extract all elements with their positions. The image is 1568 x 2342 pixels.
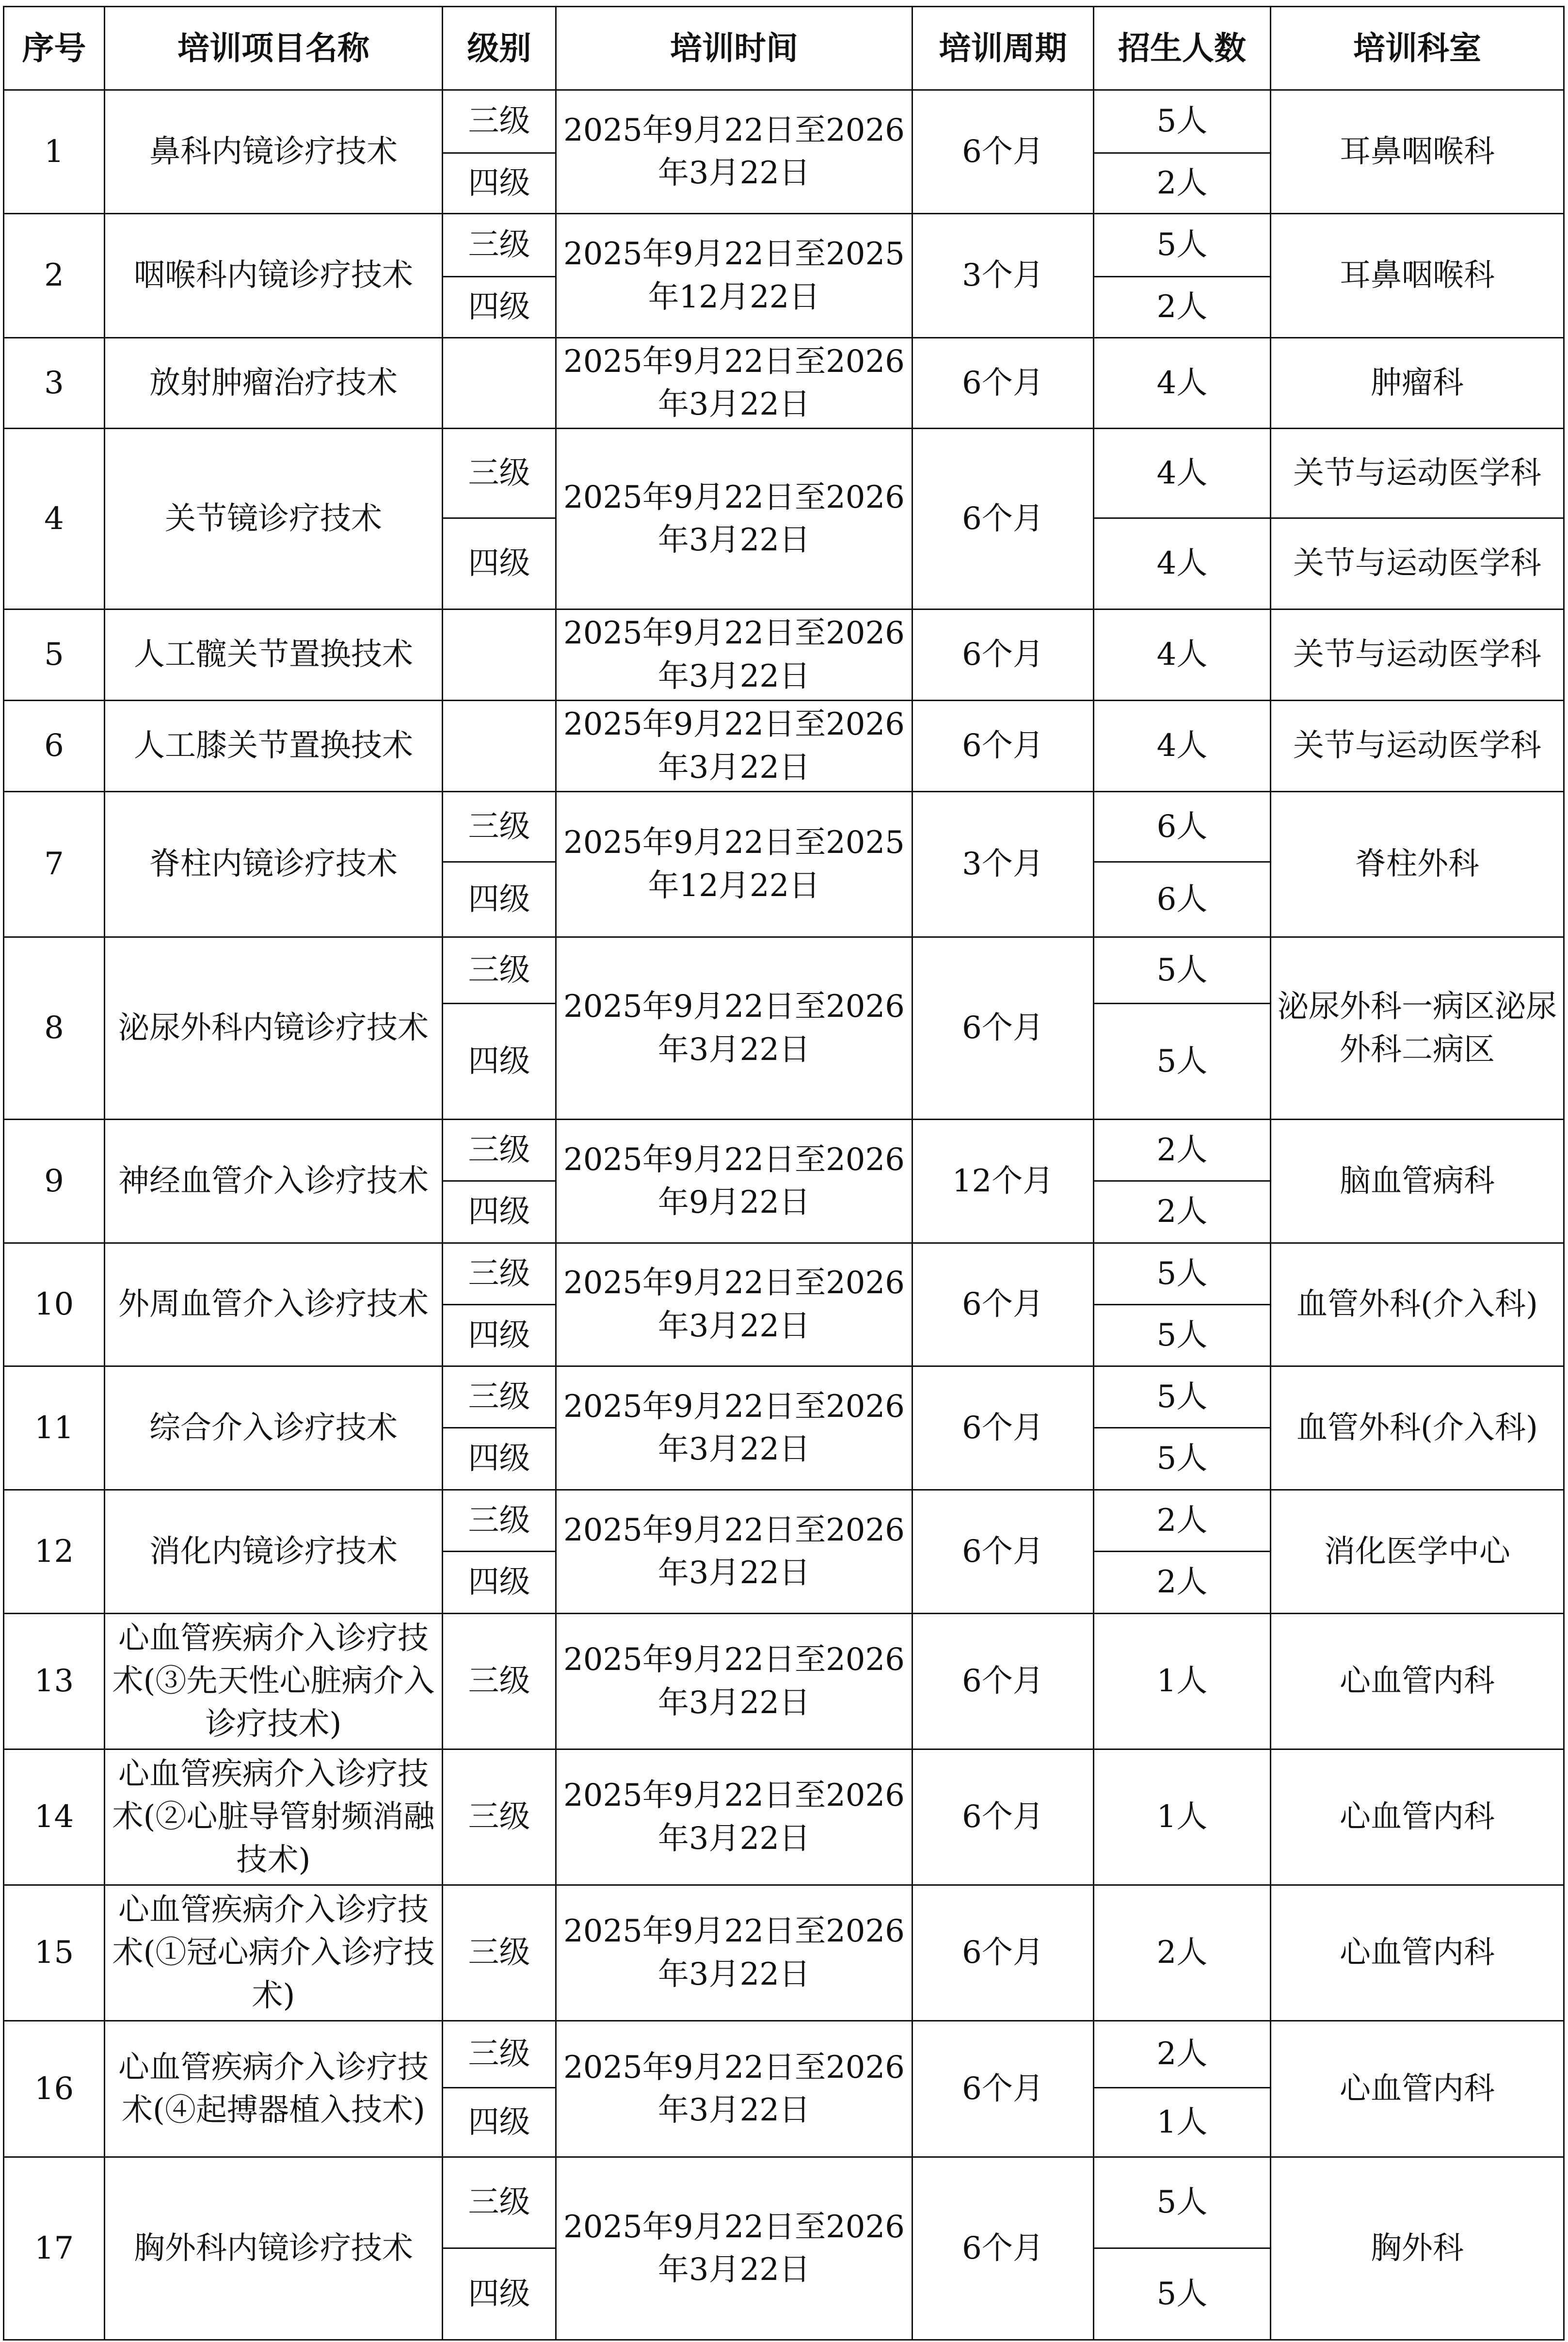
table-row — [4, 2157, 1564, 2248]
training-period: 6个月 — [912, 2157, 1094, 2340]
quota-cell: 5人 — [1094, 214, 1271, 277]
table-row — [4, 937, 1564, 1004]
department-cell: 关节与运动医学科 — [1271, 701, 1564, 792]
training-period: 6个月 — [912, 1614, 1094, 1749]
project-name: 心血管疾病介入诊疗技术(③先天性心脏病介入诊疗技术) — [105, 1614, 443, 1749]
project-name: 胸外科内镜诊疗技术 — [105, 2157, 443, 2340]
department-cell: 耳鼻咽喉科 — [1271, 214, 1564, 338]
quota-cell: 5人 — [1094, 1428, 1271, 1490]
header-no: 序号 — [4, 7, 105, 90]
header-level: 级别 — [443, 7, 556, 90]
project-name: 消化内镜诊疗技术 — [105, 1490, 443, 1614]
row-number: 13 — [4, 1614, 105, 1749]
project-name: 泌尿外科内镜诊疗技术 — [105, 937, 443, 1120]
row-number: 5 — [4, 610, 105, 701]
department-cell: 关节与运动医学科 — [1271, 518, 1564, 610]
row-number: 12 — [4, 1490, 105, 1614]
training-period: 6个月 — [912, 937, 1094, 1120]
department-cell: 消化医学中心 — [1271, 1490, 1564, 1614]
row-number: 17 — [4, 2157, 105, 2340]
level-cell: 四级 — [443, 153, 556, 214]
department-cell: 心血管内科 — [1271, 1749, 1564, 1885]
project-name: 关节镜诊疗技术 — [105, 429, 443, 610]
quota-cell: 6人 — [1094, 862, 1271, 937]
level-cell: 三级 — [443, 937, 556, 1004]
table-row — [4, 338, 1564, 429]
training-time: 2025年9月22日至2026年3月22日 — [556, 1490, 912, 1614]
quota-cell: 1人 — [1094, 1749, 1271, 1885]
level-cell: 三级 — [443, 1366, 556, 1428]
department-cell: 心血管内科 — [1271, 2021, 1564, 2157]
level-cell: 四级 — [443, 1552, 556, 1614]
row-number: 15 — [4, 1885, 105, 2021]
table-row — [4, 792, 1564, 862]
header-period: 培训周期 — [912, 7, 1094, 90]
quota-cell: 2人 — [1094, 2021, 1271, 2088]
department-cell: 泌尿外科一病区泌尿外科二病区 — [1271, 937, 1564, 1120]
training-time: 2025年9月22日至2026年3月22日 — [556, 1243, 912, 1366]
level-cell: 三级 — [443, 1490, 556, 1552]
level-cell: 三级 — [443, 429, 556, 518]
level-cell: 三级 — [443, 214, 556, 277]
training-period: 6个月 — [912, 1243, 1094, 1366]
training-time: 2025年9月22日至2026年3月22日 — [556, 338, 912, 429]
training-time: 2025年9月22日至2026年3月22日 — [556, 937, 912, 1120]
department-cell: 耳鼻咽喉科 — [1271, 90, 1564, 214]
row-number: 9 — [4, 1120, 105, 1243]
quota-cell: 5人 — [1094, 90, 1271, 153]
row-number: 2 — [4, 214, 105, 338]
header-row — [4, 7, 1564, 90]
quota-cell: 2人 — [1094, 277, 1271, 338]
project-name: 心血管疾病介入诊疗技术(②心脏导管射频消融技术) — [105, 1749, 443, 1885]
level-cell: 三级 — [443, 792, 556, 862]
project-name: 人工髋关节置换技术 — [105, 610, 443, 701]
quota-cell: 2人 — [1094, 1490, 1271, 1552]
row-number: 8 — [4, 937, 105, 1120]
training-time: 2025年9月22日至2026年3月22日 — [556, 2021, 912, 2157]
training-table — [3, 6, 1565, 2341]
training-period: 6个月 — [912, 701, 1094, 792]
quota-cell: 4人 — [1094, 429, 1271, 518]
project-name: 神经血管介入诊疗技术 — [105, 1120, 443, 1243]
quota-cell: 4人 — [1094, 701, 1271, 792]
table-row — [4, 2021, 1564, 2088]
level-cell: 三级 — [443, 1243, 556, 1305]
level-cell: 三级 — [443, 1614, 556, 1749]
level-cell — [443, 701, 556, 792]
department-cell: 关节与运动医学科 — [1271, 429, 1564, 518]
level-cell: 三级 — [443, 1885, 556, 2021]
quota-cell: 4人 — [1094, 610, 1271, 701]
quota-cell: 5人 — [1094, 1366, 1271, 1428]
quota-cell: 2人 — [1094, 1885, 1271, 2021]
level-cell: 三级 — [443, 90, 556, 153]
row-number: 4 — [4, 429, 105, 610]
training-time: 2025年9月22日至2026年3月22日 — [556, 1885, 912, 2021]
quota-cell: 5人 — [1094, 2248, 1271, 2340]
project-name: 心血管疾病介入诊疗技术(④起搏器植入技术) — [105, 2021, 443, 2157]
table-row — [4, 1749, 1564, 1885]
department-cell: 肿瘤科 — [1271, 338, 1564, 429]
level-cell: 四级 — [443, 518, 556, 610]
training-period: 6个月 — [912, 1366, 1094, 1490]
training-period: 6个月 — [912, 1885, 1094, 2021]
level-cell: 四级 — [443, 277, 556, 338]
table-row — [4, 1885, 1564, 2021]
table-row — [4, 1614, 1564, 1749]
department-cell: 脑血管病科 — [1271, 1120, 1564, 1243]
department-cell: 胸外科 — [1271, 2157, 1564, 2340]
row-number: 14 — [4, 1749, 105, 1885]
level-cell: 四级 — [443, 1305, 556, 1366]
row-number: 6 — [4, 701, 105, 792]
row-number: 7 — [4, 792, 105, 937]
quota-cell: 5人 — [1094, 937, 1271, 1004]
department-cell: 血管外科(介入科) — [1271, 1243, 1564, 1366]
training-period: 3个月 — [912, 214, 1094, 338]
row-number: 11 — [4, 1366, 105, 1490]
row-number: 16 — [4, 2021, 105, 2157]
training-time: 2025年9月22日至2026年3月22日 — [556, 701, 912, 792]
training-time: 2025年9月22日至2026年3月22日 — [556, 429, 912, 610]
level-cell: 四级 — [443, 1428, 556, 1490]
department-cell: 血管外科(介入科) — [1271, 1366, 1564, 1490]
training-time: 2025年9月22日至2025年12月22日 — [556, 214, 912, 338]
header-time: 培训时间 — [556, 7, 912, 90]
level-cell: 四级 — [443, 1181, 556, 1243]
level-cell: 四级 — [443, 2248, 556, 2340]
table-row — [4, 701, 1564, 792]
quota-cell: 2人 — [1094, 1181, 1271, 1243]
quota-cell: 6人 — [1094, 792, 1271, 862]
table-body — [4, 90, 1564, 2340]
training-period: 6个月 — [912, 1490, 1094, 1614]
quota-cell: 2人 — [1094, 1120, 1271, 1181]
department-cell: 心血管内科 — [1271, 1614, 1564, 1749]
table-row — [4, 1120, 1564, 1181]
project-name: 人工膝关节置换技术 — [105, 701, 443, 792]
quota-cell: 5人 — [1094, 2157, 1271, 2248]
level-cell: 四级 — [443, 2088, 556, 2157]
training-time: 2025年9月22日至2026年3月22日 — [556, 90, 912, 214]
header-name: 培训项目名称 — [105, 7, 443, 90]
header-quota: 招生人数 — [1094, 7, 1271, 90]
row-number: 10 — [4, 1243, 105, 1366]
header-dept: 培训科室 — [1271, 7, 1564, 90]
training-period: 6个月 — [912, 90, 1094, 214]
project-name: 心血管疾病介入诊疗技术(①冠心病介入诊疗技术) — [105, 1885, 443, 2021]
level-cell: 三级 — [443, 2021, 556, 2088]
training-time: 2025年9月22日至2026年3月22日 — [556, 1614, 912, 1749]
quota-cell: 1人 — [1094, 2088, 1271, 2157]
training-period: 3个月 — [912, 792, 1094, 937]
table-row — [4, 429, 1564, 518]
training-period: 6个月 — [912, 610, 1094, 701]
training-period: 6个月 — [912, 429, 1094, 610]
training-period: 12个月 — [912, 1120, 1094, 1243]
project-name: 外周血管介入诊疗技术 — [105, 1243, 443, 1366]
row-number: 1 — [4, 90, 105, 214]
project-name: 鼻科内镜诊疗技术 — [105, 90, 443, 214]
training-time: 2025年9月22日至2025年12月22日 — [556, 792, 912, 937]
department-cell: 关节与运动医学科 — [1271, 610, 1564, 701]
training-time: 2025年9月22日至2026年3月22日 — [556, 1366, 912, 1490]
department-cell: 心血管内科 — [1271, 1885, 1564, 2021]
level-cell: 三级 — [443, 1120, 556, 1181]
row-number: 3 — [4, 338, 105, 429]
department-cell: 脊柱外科 — [1271, 792, 1564, 937]
table-row — [4, 214, 1564, 277]
project-name: 咽喉科内镜诊疗技术 — [105, 214, 443, 338]
training-time: 2025年9月22日至2026年3月22日 — [556, 1749, 912, 1885]
table-row — [4, 610, 1564, 701]
table-row — [4, 1490, 1564, 1552]
quota-cell: 2人 — [1094, 153, 1271, 214]
project-name: 脊柱内镜诊疗技术 — [105, 792, 443, 937]
level-cell — [443, 338, 556, 429]
quota-cell: 5人 — [1094, 1004, 1271, 1120]
project-name: 放射肿瘤治疗技术 — [105, 338, 443, 429]
quota-cell: 5人 — [1094, 1243, 1271, 1305]
level-cell: 四级 — [443, 862, 556, 937]
quota-cell: 2人 — [1094, 1552, 1271, 1614]
training-time: 2025年9月22日至2026年3月22日 — [556, 610, 912, 701]
quota-cell: 4人 — [1094, 338, 1271, 429]
table-row — [4, 1366, 1564, 1428]
project-name: 综合介入诊疗技术 — [105, 1366, 443, 1490]
level-cell: 三级 — [443, 1749, 556, 1885]
quota-cell: 4人 — [1094, 518, 1271, 610]
training-time: 2025年9月22日至2026年9月22日 — [556, 1120, 912, 1243]
table-row — [4, 1243, 1564, 1305]
training-period: 6个月 — [912, 338, 1094, 429]
quota-cell: 1人 — [1094, 1614, 1271, 1749]
training-time: 2025年9月22日至2026年3月22日 — [556, 2157, 912, 2340]
table-row — [4, 90, 1564, 153]
quota-cell: 5人 — [1094, 1305, 1271, 1366]
training-period: 6个月 — [912, 1749, 1094, 1885]
level-cell: 三级 — [443, 2157, 556, 2248]
level-cell — [443, 610, 556, 701]
level-cell: 四级 — [443, 1004, 556, 1120]
training-period: 6个月 — [912, 2021, 1094, 2157]
